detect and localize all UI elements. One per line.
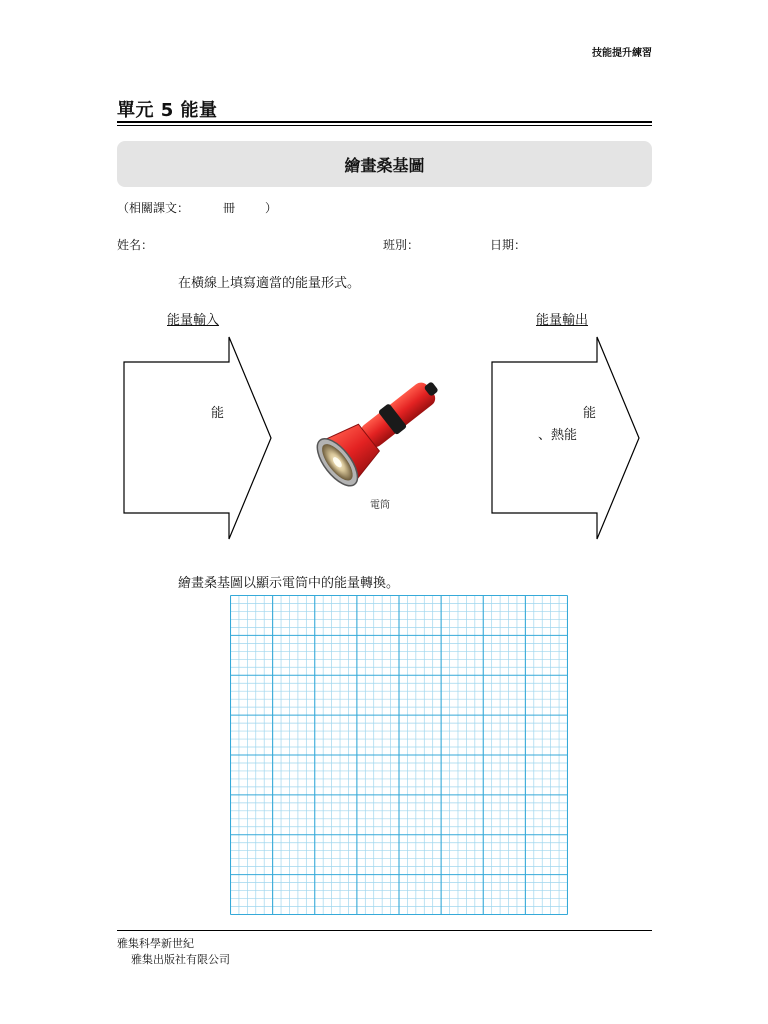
unit-title: 單元 5 能量 [117,100,218,121]
related-close: ） [265,201,278,215]
worksheet-banner [117,141,652,187]
banner-title: 繪畫桑基圖 [344,155,425,175]
footer-publisher: 雅集出版社有限公司 [131,953,230,966]
energy-output-heading: 能量輸出 [536,313,589,328]
date-field-label: 日期： [490,238,527,252]
class-field-label: 班別： [383,238,420,252]
related-volume: 冊 [223,201,236,215]
footer-rule [117,930,652,931]
flashlight-image [306,372,456,487]
instruction-fill-blanks: 在橫線上填寫適當的能量形式。 [178,276,361,291]
output-heat-energy: 、熱能 [538,428,578,443]
graph-paper-grid[interactable] [230,595,568,915]
title-rule-thick [117,121,652,123]
input-energy-blank: 能 [211,406,225,421]
series-header: 技能提升練習 [592,48,652,59]
related-lesson [117,199,277,216]
related-open: （相關課文： [117,201,190,215]
footer-series-name: 雅集科學新世紀 [117,937,194,950]
output-energy-blank: 能 [583,406,597,421]
title-rule-thin [117,125,652,126]
name-field-label: 姓名： [117,238,154,252]
instruction-draw-sankey: 繪畫桑基圖以顯示電筒中的能量轉換。 [178,576,400,591]
energy-input-heading: 能量輸入 [167,313,220,328]
energy-input-arrow [122,335,274,541]
flashlight-caption: 電筒 [370,500,390,511]
